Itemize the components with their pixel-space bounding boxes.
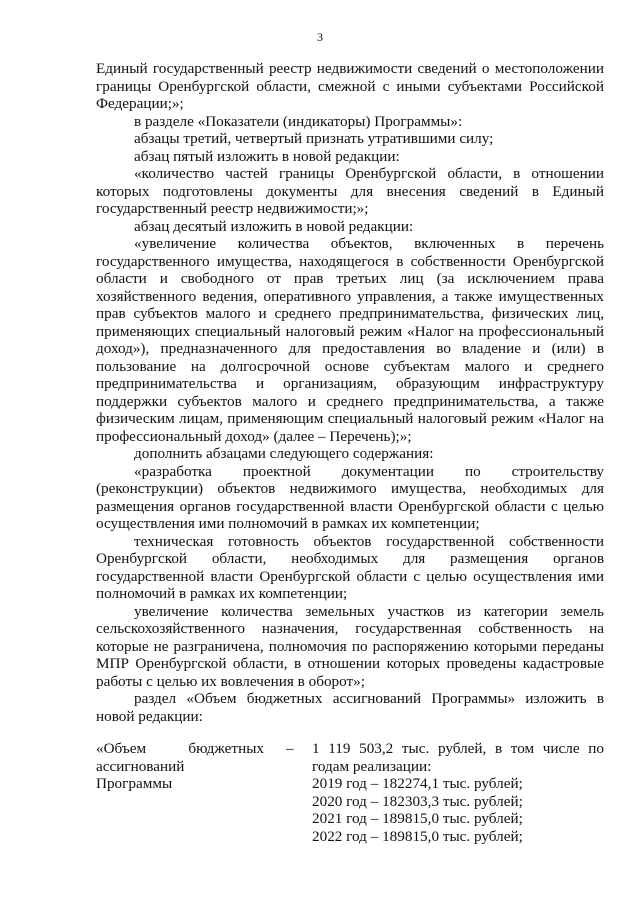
budget-label: «Объем бюджетных ассигнований Программы xyxy=(96,740,264,792)
page-number: 3 xyxy=(317,30,323,44)
paragraph: «увеличение количества объектов, включенных в перечень государственного имущества, находящегося в собственности Оренбургской области и свободного от прав третьих лиц (за исключением права хозяйственного ведения, оперативного управления, а также имущественных прав субъектов малого и среднего предпринимательства, физических лиц, применяющих специальный налоговый режим «Налог на профессиональный доход»), предназначенного для предоставления во владение и (или) в пользование на долгосрочной основе субъектам малого и среднего предпринимательства и организациям, образующим инфраструктуру поддержки субъектов малого и среднего предпринимательства, а также физическим лицам, применяющим специальный налоговый режим «Налог на профессиональный доход» (далее – Перечень);»; xyxy=(96,235,604,445)
budget-year-row: 2021 год – 189815,0 тыс. рублей; xyxy=(312,810,523,827)
document-body xyxy=(96,60,604,725)
paragraph: абзац десятый изложить в новой редакции: xyxy=(134,217,414,235)
budget-total: 1 119 503,2 тыс. рублей, в том числе по годам реализации: xyxy=(312,740,604,775)
paragraph: раздел «Объем бюджетных ассигнований Программы» изложить в новой редакции: xyxy=(96,690,604,725)
paragraph: «разработка проектной документации по строительству (реконструкции) объектов недвижимого имущества, необходимых для размещения органов государственной власти Оренбургской области с целью осуществления ими полномочий в рамках их компетенции; xyxy=(96,462,604,532)
budget-year-row: 2019 год – 182274,1 тыс. рублей; xyxy=(312,775,523,792)
paragraph: техническая готовность объектов государственной собственности Оренбургской области, необходимых для размещения органов государственной власти Оренбургской области с целью осуществления ими полномочий в рамках их компетенции; xyxy=(96,532,604,602)
budget-year-row: 2020 год – 182303,3 тыс. рублей; xyxy=(312,792,523,810)
paragraph: Единый государственный реестр недвижимости сведений о местоположении границы Оренбургской области, смежной с иными субъектами Российской Федерации;»; xyxy=(96,60,604,112)
paragraph: абзац пятый изложить в новой редакции: xyxy=(134,147,400,165)
paragraph: увеличение количества земельных участков из категории земель сельскохозяйственного назначения, государственная собственность на которые не разграничена, полномочия по распоряжению которыми переданы МПР Оренбургской области, в отношении которых проведены кадастровые работы с целью их вовлечения в оборот»; xyxy=(96,602,604,690)
paragraph: дополнить абзацами следующего содержания: xyxy=(134,445,434,462)
budget-year-row: 2022 год – 189815,0 тыс. рублей; xyxy=(312,827,523,845)
budget-dash: – xyxy=(286,740,294,757)
budget-values xyxy=(312,740,604,845)
paragraph: абзацы третий, четвертый признать утратившими силу; xyxy=(134,130,494,147)
paragraph: в разделе «Показатели (индикаторы) Программы»: xyxy=(134,112,463,130)
paragraph: «количество частей границы Оренбургской области, в отношении которых подготовлены документы для внесения сведений в Единый государственный реестр недвижимости;»; xyxy=(96,165,604,217)
